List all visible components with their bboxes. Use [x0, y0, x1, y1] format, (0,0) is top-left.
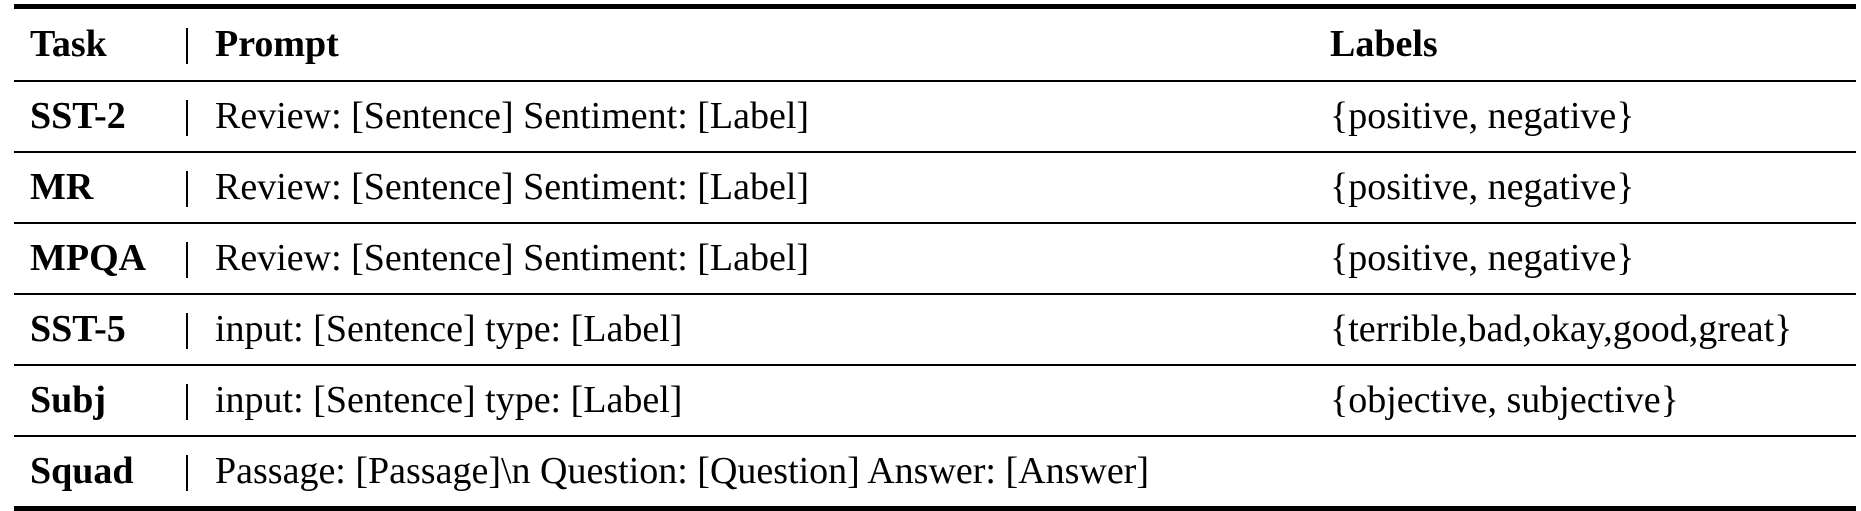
prompt-table [14, 4, 1856, 511]
column-separator [186, 28, 188, 64]
column-separator [186, 384, 188, 420]
labels-cell: {positive, negative} [1330, 95, 1635, 137]
task-cell: Subj [30, 379, 107, 421]
table-row [14, 224, 1856, 293]
labels-cell: {objective, subjective} [1330, 379, 1679, 421]
labels-cell: {terrible,bad,okay,good,great} [1330, 308, 1793, 350]
task-cell: MPQA [30, 237, 147, 279]
table-row [14, 295, 1856, 364]
task-cell: Squad [30, 450, 134, 492]
prompt-cell: Review: [Sentence] Sentiment: [Label] [215, 237, 810, 279]
prompt-cell: input: [Sentence] type: [Label] [215, 308, 683, 350]
bottom-rule [14, 506, 1856, 511]
labels-cell: {positive, negative} [1330, 166, 1635, 208]
prompt-cell: Review: [Sentence] Sentiment: [Label] [215, 166, 810, 208]
labels-cell: {positive, negative} [1330, 237, 1635, 279]
header-prompt: Prompt [215, 23, 339, 65]
prompt-cell: Passage: [Passage]\n Question: [Question] Answer: [Answer] [215, 450, 1149, 492]
task-cell: SST-2 [30, 95, 126, 137]
task-cell: MR [30, 166, 94, 208]
task-cell: SST-5 [30, 308, 126, 350]
header-task: Task [30, 23, 107, 65]
table-row [14, 153, 1856, 222]
column-separator [186, 455, 188, 491]
prompt-cell: Review: [Sentence] Sentiment: [Label] [215, 95, 810, 137]
table-header-row [14, 9, 1856, 80]
table-row [14, 82, 1856, 151]
column-separator [186, 313, 188, 349]
table-row [14, 366, 1856, 435]
column-separator [186, 100, 188, 136]
header-labels: Labels [1330, 23, 1438, 65]
prompt-cell: input: [Sentence] type: [Label] [215, 379, 683, 421]
column-separator [186, 242, 188, 278]
table-row [14, 437, 1856, 506]
column-separator [186, 171, 188, 207]
